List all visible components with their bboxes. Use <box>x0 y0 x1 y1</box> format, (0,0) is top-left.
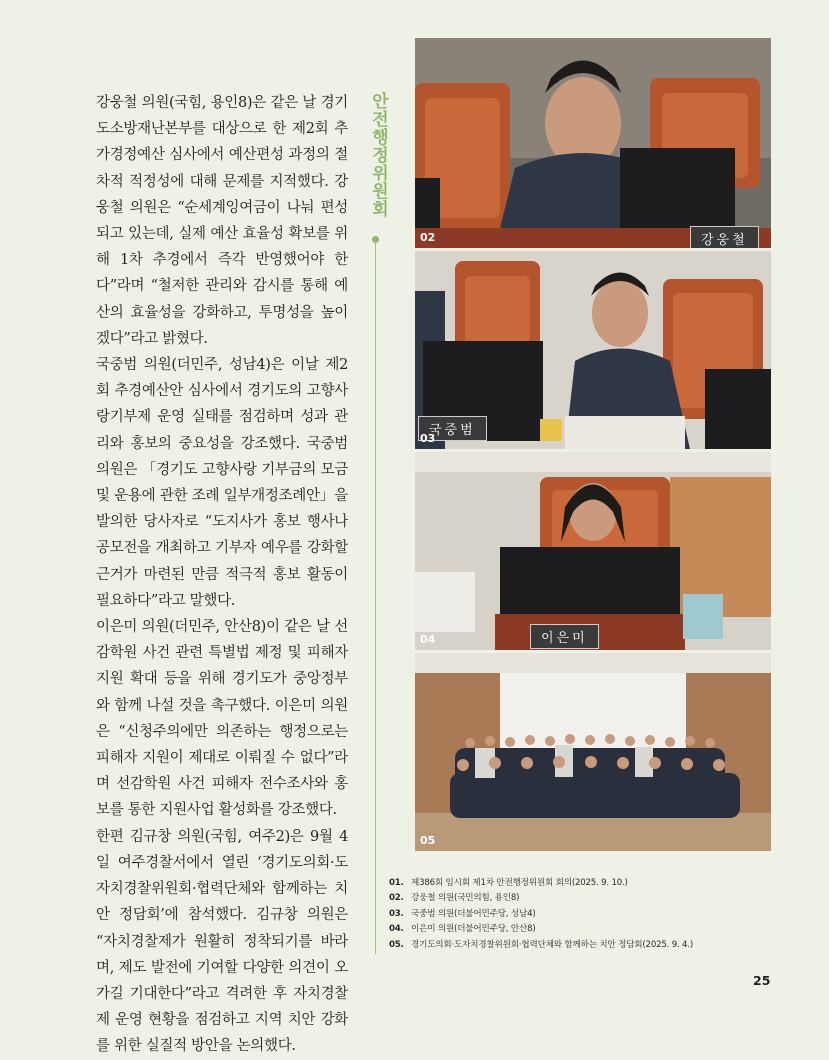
photo-captions <box>389 876 789 953</box>
caption-item: 05. 경기도의회·도자치경찰위원회·협력단체와 함께하는 치안 정담회(2025. 9. 4.) <box>389 939 693 950</box>
photo-04-image <box>415 452 771 650</box>
photo-number-05: 05 <box>420 834 436 847</box>
paragraph-3: 이은미 의원(더민주, 안산8)이 같은 날 선감학원 사건 관련 특별법 제정 및 피해자 지원 확대 등을 위해 경기도가 중앙정부와 함께 나설 것을 촉구했다. 이은미 의원은 “신청주의에만 의존하는 행정으로는 피해자 지원이 제대로 이뤄질 수 없다”라며 선감학원 사건 피해자 전수조사와 홍보를 통한 지원사업 활성화를 강조했다. <box>96 619 348 819</box>
paragraph-2: 국중범 의원(더민주, 성남4)은 이날 제2회 추경예산안 심사에서 경기도의 고향사랑기부제 운영 실태를 점검하며 성과 관리와 홍보의 중요성을 강조했다. 국중범 의원은 「경기도 고향사랑 기부금의 모금 및 운용에 관한 조례 일부개정조례안」을 발의한 당사자로 “도지사가 홍보 행사나 공모전을 개최하고 기부자 예우를 강화할 근거가 마련된 만큼 적극적 홍보 활동이 필요하다”라고 말했다. <box>96 357 348 609</box>
paragraph-4: 한편 김규창 의원(국힘, 여주2)은 9월 4일 여주경찰서에서 열린 ‘경기도의회·도자치경찰위원회·협력단체와 함께하는 치안 정담회’에 참석했다. 김규창 의원은 “자치경찰제가 원활히 정착되기를 바라며, 제도 발전에 기여할 다양한 의견이 오가길 기대한다”라고 격려한 후 자치경찰제 운영 현황을 점검하고 지역 치안 강화를 위한 실질적 방안을 논의했다. <box>96 828 348 1055</box>
photo-number-04: 04 <box>420 633 436 646</box>
nameplate-02: 강웅철 <box>690 226 759 248</box>
nameplate-04: 이은미 <box>530 624 599 649</box>
photo-number-02: 02 <box>420 231 436 244</box>
photo-04 <box>415 452 771 650</box>
photo-number-03: 03 <box>420 432 436 445</box>
caption-item: 04. 이은미 의원(더불어민주당, 안산8) <box>389 924 536 935</box>
nameplate-03: 국중범 <box>418 416 487 441</box>
caption-item: 03. 국중범 의원(더불어민주당, 성남4) <box>389 908 536 919</box>
article-body <box>96 90 348 1060</box>
section-title: 안전행정위원회 <box>368 92 388 218</box>
caption-item: 02. 강웅철 의원(국민의힘, 용인8) <box>389 893 520 904</box>
caption-item: 01. 제386회 임시회 제1차 안전행정위원회 회의(2025. 9. 10.) <box>389 878 628 888</box>
photo-02-image <box>415 38 771 248</box>
photo-05 <box>415 653 771 851</box>
photo-05-image <box>415 653 771 851</box>
paragraph-1: 강웅철 의원(국힘, 용인8)은 같은 날 경기도소방재난본부를 대상으로 한 제2회 추가경정예산 심사에서 예산편성 과정의 절차적 적정성에 대해 문제를 지적했다. 강웅철 의원은 “순세계잉여금이 나눠 편성되고 있는데, 실제 예산 효율성 확보를 위해 1차 추경에서 즉각 반영했어야 한다”라며 “철저한 관리와 감시를 통해 예산의 효율성을 강화하고, 투명성을 높이겠다”라고 밝혔다. <box>96 95 348 347</box>
photo-03 <box>415 251 771 449</box>
divider-line <box>375 238 376 954</box>
photo-02 <box>415 38 771 248</box>
page-number: 25 <box>753 973 771 988</box>
